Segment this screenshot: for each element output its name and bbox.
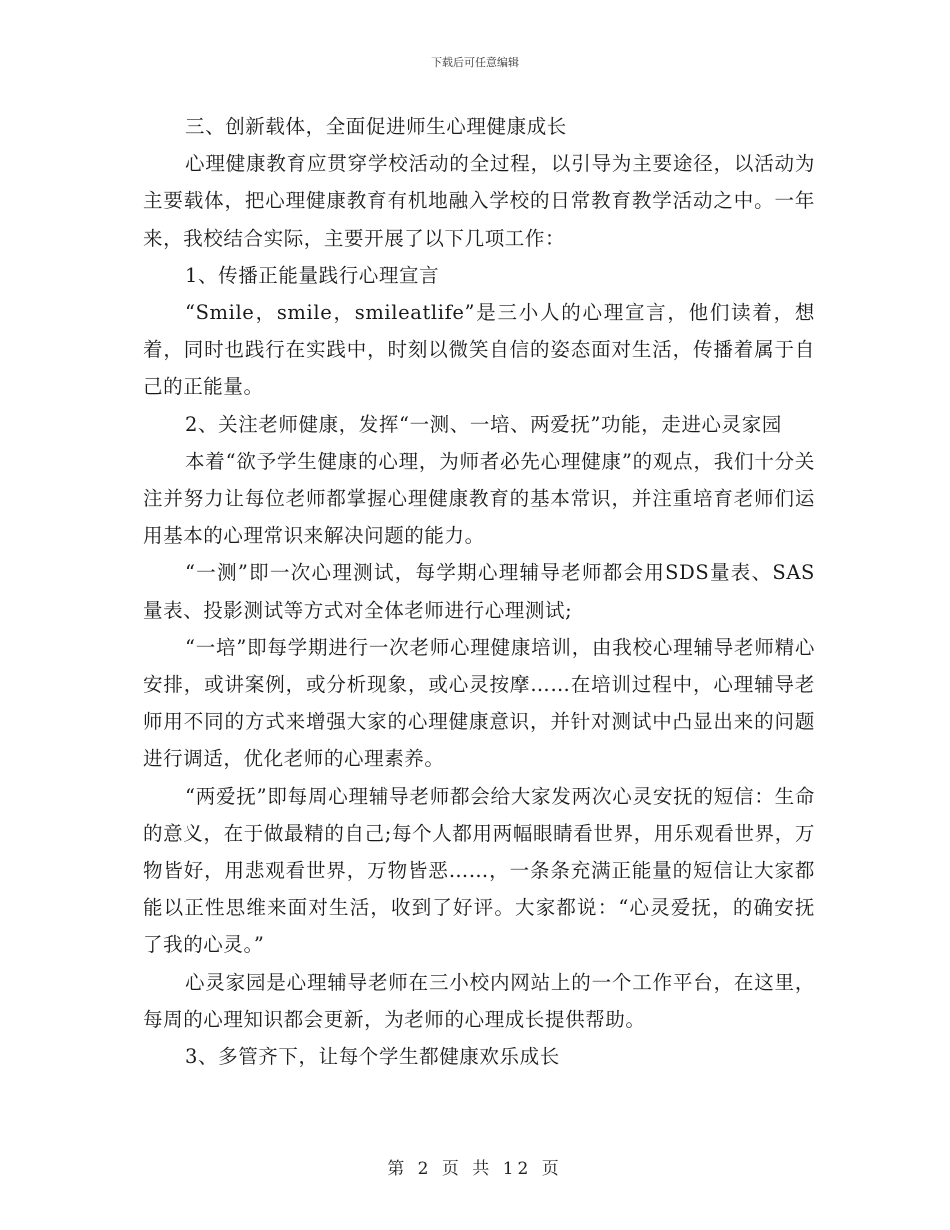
section-heading: 三、创新载体，全面促进师生心理健康成长 bbox=[185, 115, 567, 138]
paragraph: 本着“欲予学生健康的心理，为师者必先心理健康”的观点，我们十分关注并努力让每位老师都掌握心理健康教育的基本常识，并注重培育老师们运用基本的心理常识来解决问题的能力。 bbox=[143, 449, 815, 548]
paragraph: 心灵家园是心理辅导老师在三小校内网站上的一个工作平台，在这里，每周的心理知识都会更新，为老师的心理成长提供帮助。 bbox=[143, 970, 815, 1031]
page-header-note: 下载后可任意编辑 bbox=[431, 56, 519, 69]
document-body bbox=[143, 108, 815, 1075]
page-number-footer: 第 2 页 共 12 页 bbox=[387, 1159, 563, 1179]
subheading: 2、关注老师健康，发挥“一测、一培、两爱抚”功能，走进心灵家园 bbox=[185, 412, 782, 436]
paragraph: “Smile，smile，smileatlife”是三小人的心理宣言，他们读着，想着，同时也践行在实践中，时刻以微笑自信的姿态面对生活，传播着属于自己的正能量。 bbox=[143, 301, 815, 399]
paragraph: 心理健康教育应贯穿学校活动的全过程，以引导为主要途径，以活动为主要载体，把心理健康教育有机地融入学校的日常教育教学活动之中。一年来，我校结合实际，主要开展了以下几项工作： bbox=[143, 152, 815, 250]
subheading: 1、传播正能量践行心理宣言 bbox=[185, 263, 440, 287]
paragraph: “一培”即每学期进行一次老师心理健康培训，由我校心理辅导老师精心安排，或讲案例，或分析现象，或心灵按摩……在培训过程中，心理辅导老师用不同的方式来增强大家的心理健康意识，并针对测试中凸显出来的问题进行调适，优化老师的心理素养。 bbox=[143, 635, 815, 771]
paragraph: “两爱抚”即每周心理辅导老师都会给大家发两次心灵安抚的短信：生命的意义，在于做最精的自己;每个人都用两幅眼睛看世界，用乐观看世界，万物皆好，用悲观看世界，万物皆恶……，一条条充满正能量的短信让大家都能以正性思维来面对生活，收到了好评。大家都说：“心灵爱抚，的确安抚了我的心灵。” bbox=[143, 784, 815, 957]
subheading: 3、多管齐下，让每个学生都健康欢乐成长 bbox=[185, 1045, 560, 1069]
paragraph: “一测”即一次心理测试，每学期心理辅导老师都会用SDS量表、SAS量表、投影测试等方式对全体老师进行心理测试; bbox=[143, 561, 815, 622]
